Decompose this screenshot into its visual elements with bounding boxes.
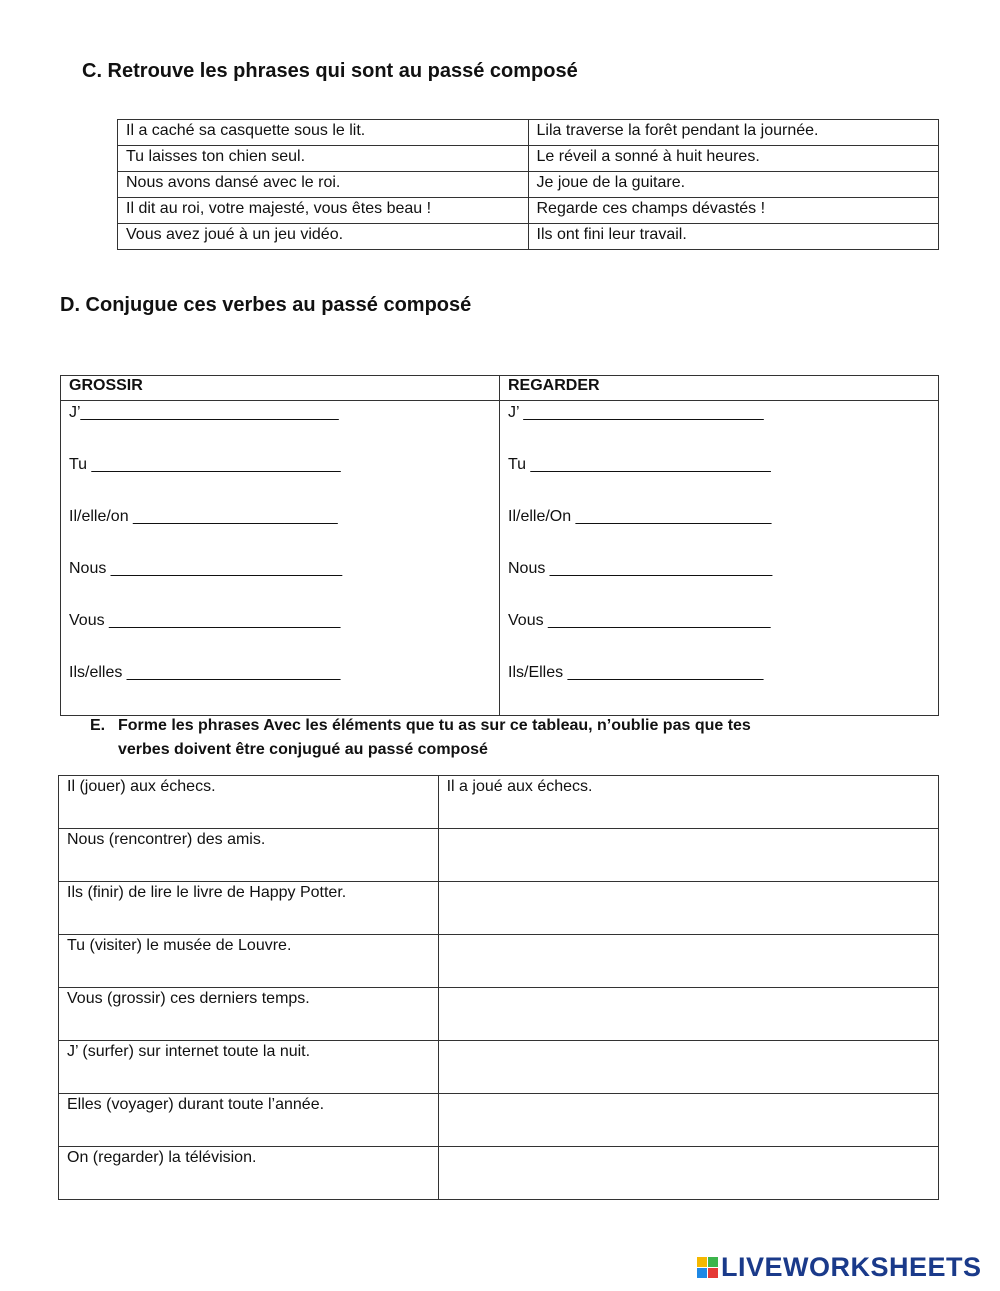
verb-header-grossir: GROSSIR: [61, 376, 500, 401]
sentence-cell[interactable]: Il dit au roi, votre majesté, vous êtes beau !: [118, 198, 529, 224]
table-header-row: [61, 376, 939, 401]
sentence-cell[interactable]: Nous avons dansé avec le roi.: [118, 172, 529, 198]
answer-cell[interactable]: Il a joué aux échecs.: [438, 776, 938, 829]
conjugation-table: [60, 375, 939, 716]
prompt-cell: Il (jouer) aux échecs.: [59, 776, 439, 829]
section-c-title: C. Retrouve les phrases qui sont au passé composé: [82, 60, 578, 82]
sentence-cell[interactable]: Ils ont fini leur travail.: [528, 224, 939, 250]
conjugation-answer-line[interactable]: Il/elle/on _______________________: [69, 508, 338, 525]
answer-cell[interactable]: [438, 1041, 938, 1094]
conjugation-answer-line[interactable]: Vous __________________________: [69, 612, 341, 629]
conjugation-answer-line[interactable]: J’ ___________________________: [508, 404, 764, 421]
prompt-cell: J’ (surfer) sur internet toute la nuit.: [59, 1041, 439, 1094]
prompt-cell: Ils (finir) de lire le livre de Happy Potter.: [59, 882, 439, 935]
table-row: [59, 776, 939, 829]
logo-block: [708, 1257, 718, 1267]
verb-header-regarder: REGARDER: [500, 376, 939, 401]
prompt-cell: Nous (rencontrer) des amis.: [59, 829, 439, 882]
conjugation-answer-line[interactable]: Nous __________________________: [69, 560, 343, 577]
conjugation-column-grossir: [61, 401, 500, 716]
table-row: [59, 1094, 939, 1147]
prompt-cell: Tu (visiter) le musée de Louvre.: [59, 935, 439, 988]
conjugation-column-regarder: [500, 401, 939, 716]
table-row: [118, 120, 939, 146]
answer-cell[interactable]: [438, 829, 938, 882]
sentence-cell[interactable]: Regarde ces champs dévastés !: [528, 198, 939, 224]
answer-cell[interactable]: [438, 988, 938, 1041]
conjugation-answer-line[interactable]: Tu ___________________________: [508, 456, 771, 473]
sentence-cell[interactable]: Il a caché sa casquette sous le lit.: [118, 120, 529, 146]
conjugation-answer-line[interactable]: Il/elle/On ______________________: [508, 508, 772, 525]
conjugation-answer-line[interactable]: Tu ____________________________: [69, 456, 341, 473]
table-row: [59, 829, 939, 882]
sentence-cell[interactable]: Le réveil a sonné à huit heures.: [528, 146, 939, 172]
prompt-cell: Elles (voyager) durant toute l’année.: [59, 1094, 439, 1147]
table-row: [118, 172, 939, 198]
section-e-title: [90, 714, 940, 762]
answer-cell[interactable]: [438, 882, 938, 935]
table-row: [118, 146, 939, 172]
logo-block: [697, 1257, 707, 1267]
table-row: [118, 198, 939, 224]
logo-block: [697, 1268, 707, 1278]
sentence-cell[interactable]: Vous avez joué à un jeu vidéo.: [118, 224, 529, 250]
table-row: [59, 988, 939, 1041]
answer-cell[interactable]: [438, 935, 938, 988]
section-d-title: D. Conjugue ces verbes au passé composé: [60, 294, 472, 316]
table-row: [59, 1147, 939, 1200]
section-e-instruction-line2: verbes doivent être conjugué au passé composé: [118, 741, 488, 758]
sentence-cell[interactable]: Tu laisses ton chien seul.: [118, 146, 529, 172]
sentence-formation-table: [58, 775, 939, 1200]
logo-blocks-icon: [697, 1257, 718, 1278]
answer-cell[interactable]: [438, 1147, 938, 1200]
section-e-instruction-line1: Forme les phrases Avec les éléments que tu as sur ce tableau, n’oublie pas que tes: [118, 717, 751, 734]
sentences-table: [117, 119, 939, 250]
conjugation-answer-line[interactable]: Ils/elles ________________________: [69, 664, 341, 681]
answer-cell[interactable]: [438, 1094, 938, 1147]
section-e-number: E.: [90, 717, 106, 734]
liveworksheets-logo: [697, 1252, 982, 1283]
sentence-cell[interactable]: Lila traverse la forêt pendant la journée.: [528, 120, 939, 146]
table-row: [59, 882, 939, 935]
table-row: [59, 1041, 939, 1094]
prompt-cell: Vous (grossir) ces derniers temps.: [59, 988, 439, 1041]
conjugation-answer-line[interactable]: Nous _________________________: [508, 560, 773, 577]
prompt-cell: On (regarder) la télévision.: [59, 1147, 439, 1200]
table-row: [118, 224, 939, 250]
conjugation-answer-line[interactable]: Vous _________________________: [508, 612, 771, 629]
logo-text: LIVEWORKSHEETS: [721, 1252, 982, 1282]
logo-block: [708, 1268, 718, 1278]
table-row: [61, 401, 939, 716]
sentence-cell[interactable]: Je joue de la guitare.: [528, 172, 939, 198]
conjugation-answer-line[interactable]: J’_____________________________: [69, 404, 339, 421]
conjugation-answer-line[interactable]: Ils/Elles ______________________: [508, 664, 764, 681]
table-row: [59, 935, 939, 988]
